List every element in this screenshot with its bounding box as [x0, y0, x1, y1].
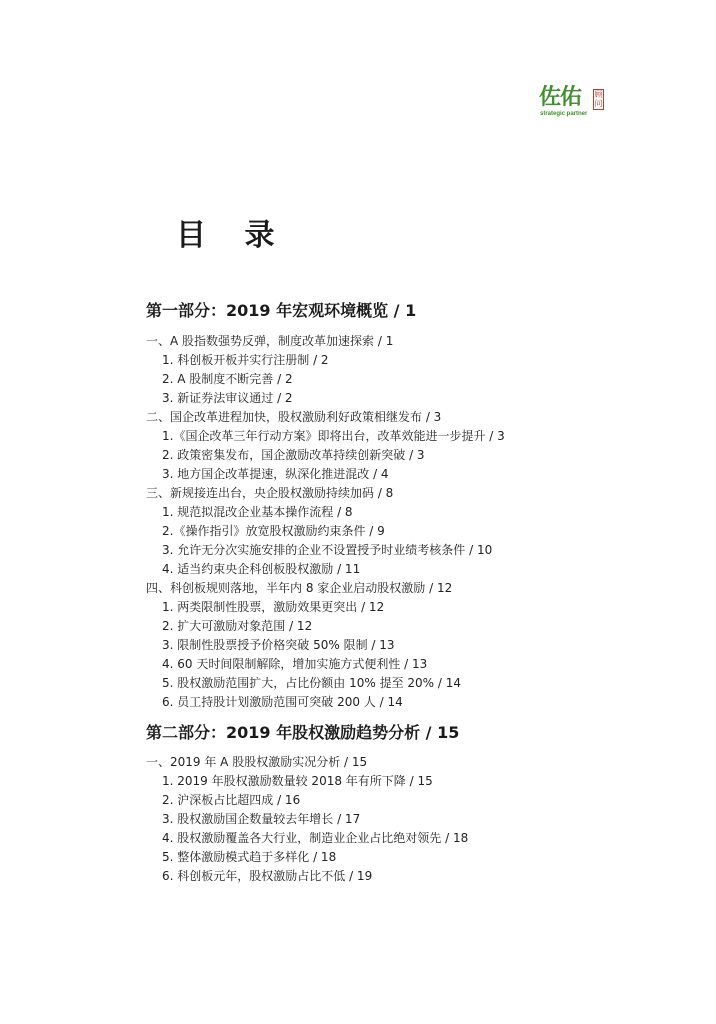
toc-item[interactable]: 2. A 股制度不断完善 / 2: [162, 372, 293, 386]
part-heading-1[interactable]: 第一部分：2019 年宏观环境概览 / 1: [146, 301, 417, 320]
toc-item[interactable]: 3. 限制性股票授予价格突破 50% 限制 / 13: [162, 638, 395, 652]
toc-item[interactable]: 3. 允许无分次实施安排的企业不设置授予时业绩考核条件 / 10: [162, 543, 493, 557]
logo-name: 佐佑: [539, 85, 582, 110]
toc-item[interactable]: 1. 科创板开板并实行注册制 / 2: [162, 353, 329, 367]
toc-section-1-2[interactable]: 二、国企改革进程加快，股权激励利好政策相继发布 / 3: [146, 410, 442, 424]
toc-item[interactable]: 5. 股权激励范围扩大，占比份额由 10% 提至 20% / 14: [162, 676, 461, 690]
toc-item[interactable]: 6. 科创板元年，股权激励占比不低 / 19: [162, 869, 373, 883]
toc-item[interactable]: 4. 适当约束央企科创板股权激励 / 11: [162, 562, 361, 576]
toc-item[interactable]: 1. 规范拟混改企业基本操作流程 / 8: [162, 505, 353, 519]
logo-seal: 顾问: [594, 90, 603, 108]
toc-item[interactable]: 2.《操作指引》放宽股权激励约束条件 / 9: [162, 524, 385, 538]
toc-item[interactable]: 2. 扩大可激励对象范围 / 12: [162, 619, 313, 633]
toc-item[interactable]: 2. 政策密集发布，国企激励改革持续创新突破 / 3: [162, 448, 425, 462]
toc-item[interactable]: 3. 新证券法审议通过 / 2: [162, 391, 293, 405]
toc-section-1-3[interactable]: 三、新规接连出台，央企股权激励持续加码 / 8: [146, 486, 394, 500]
toc-section-2-1[interactable]: 一、2019 年 A 股股权激励实况分析 / 15: [146, 755, 368, 769]
toc-item[interactable]: 1.《国企改革三年行动方案》即将出台，改革效能进一步提升 / 3: [162, 429, 505, 443]
logo-tagline: strategic partner: [540, 111, 588, 117]
toc-item[interactable]: 6. 员工持股计划激励范围可突破 200 人 / 14: [162, 695, 403, 709]
toc-item[interactable]: 4. 60 天时间限制解除，增加实施方式便利性 / 13: [162, 657, 428, 671]
toc-item[interactable]: 4. 股权激励覆盖各大行业，制造业企业占比绝对领先 / 18: [162, 831, 469, 845]
toc-item[interactable]: 5. 整体激励模式趋于多样化 / 18: [162, 850, 337, 864]
toc-item[interactable]: 3. 股权激励国企数量较去年增长 / 17: [162, 812, 361, 826]
toc-section-1-1[interactable]: 一、A 股指数强势反弹，制度改革加速探索 / 1: [146, 334, 394, 348]
toc-item[interactable]: 1. 2019 年股权激励数量较 2018 年有所下降 / 15: [162, 774, 433, 788]
toc-item[interactable]: 2. 沪深板占比超四成 / 16: [162, 793, 301, 807]
company-logo: [539, 86, 605, 120]
page-title: 目 录: [176, 218, 289, 253]
part-heading-2[interactable]: 第二部分：2019 年股权激励趋势分析 / 15: [146, 723, 460, 742]
toc-item[interactable]: 3. 地方国企改革提速，纵深化推进混改 / 4: [162, 467, 389, 481]
toc-section-1-4[interactable]: 四、科创板规则落地，半年内 8 家企业启动股权激励 / 12: [146, 581, 453, 595]
toc-item[interactable]: 1. 两类限制性股票，激励效果更突出 / 12: [162, 600, 385, 614]
